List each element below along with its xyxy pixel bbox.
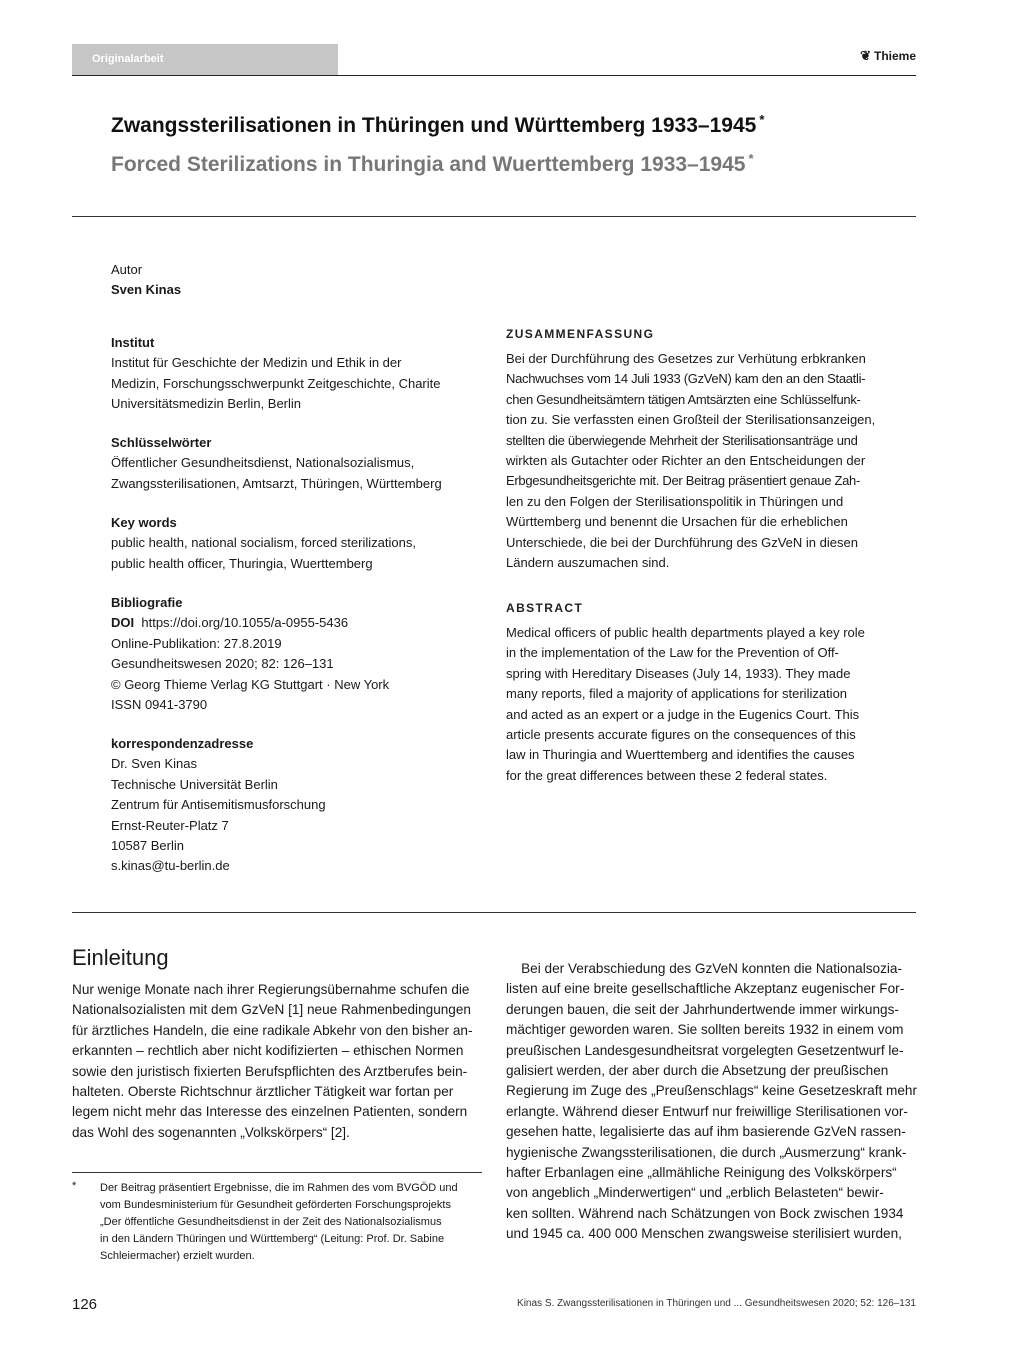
body-line: Regierung im Zuge des „Preußenschlags“ keine Gesetzeskraft mehr xyxy=(506,1083,918,1099)
page-number: 126 xyxy=(72,1296,98,1313)
footnote-line: in den Ländern Thüringen und Württemberg“ (Leitung: Prof. Dr. Sabine xyxy=(100,1233,445,1245)
title-divider xyxy=(72,216,916,217)
footnote-line: Der Beitrag präsentiert Ergebnisse, die im Rahmen des vom BVGÖD und xyxy=(100,1182,458,1194)
zusammenfassung-line: stellten die überwiegende Mehrheit der Sterilisationsanträge und xyxy=(506,432,858,448)
body-line: halteten. Oberste Richtschnur ärztlicher Tätigkeit war fortan per xyxy=(72,1084,454,1100)
footnote-rule xyxy=(72,1172,482,1173)
correspondence-line: 10587 Berlin xyxy=(111,838,184,854)
body-line: listen auf eine breite gesellschaftliche Akzeptanz eugenischer For- xyxy=(506,981,905,997)
body-line: hygienische Zwangssterilisationen, die durch „Ausmerzung“ krank- xyxy=(506,1144,907,1160)
correspondence-line: Ernst-Reuter-Platz 7 xyxy=(111,817,229,833)
body-line: sowie den juristisch fixierten Berufspflichten des Arztberufes bein- xyxy=(72,1063,468,1079)
doi-link[interactable]: https://doi.org/10.1055/a-0955-5436 xyxy=(141,615,349,631)
abstract-line: and acted as an expert or a judge in the Eugenics Court. This xyxy=(506,706,860,722)
body-line: Nationalsozialisten mit dem GzVeN [1] neue Rahmenbedingungen xyxy=(72,1002,471,1018)
body-line: mächtiger geworden waren. Sie sollten bereits 1932 in einem vom xyxy=(506,1022,904,1038)
keywords-de-label: Schlüsselwörter xyxy=(111,435,212,450)
abstract-line: article presents accurate figures on the consequences of this xyxy=(506,727,856,743)
correspondence-email[interactable]: s.kinas@tu-berlin.de xyxy=(111,858,230,874)
abstract-heading: ABSTRACT xyxy=(506,601,584,615)
institute-label: Institut xyxy=(111,335,155,350)
body-line: hafter Erbanlagen eine „allmähliche Reinigung des Volkskörpers“ xyxy=(506,1165,897,1181)
zusammenfassung-line: len zu den Folgen der Sterilisationspolitik in Thüringen und xyxy=(506,493,844,509)
title-footnote-marker-en[interactable]: * xyxy=(748,151,754,166)
keywords-en-line: public health officer, Thuringia, Wuerttemberg xyxy=(111,555,373,571)
keywords-en-label: Key words xyxy=(111,515,177,530)
bibliography-label: Bibliografie xyxy=(111,595,183,610)
zusammenfassung-line: Nachwuchses vom 14 Juli 1933 (GzVeN) kam den an den Staatli- xyxy=(506,371,866,387)
bibliography-line: ISSN 0941-3790 xyxy=(111,697,208,713)
article-title-english-text: Forced Sterilizations in Thuringia and Wuerttemberg 1933–1945 xyxy=(111,153,746,176)
body-line: erkannten – rechtlich aber nicht kodifizierten – ethischen Normen xyxy=(72,1043,464,1059)
institute-line: Institut für Geschichte der Medizin und Ethik in der xyxy=(111,355,402,371)
title-footnote-marker[interactable]: * xyxy=(759,112,765,127)
author-block xyxy=(111,260,481,301)
body-line: preußischen Landesgesundheitsrat vorgelegten Gesetzentwurf le- xyxy=(506,1042,904,1058)
body-line: von angeblich „Minderwertigen“ und „erblich Belasteten“ bewir- xyxy=(506,1185,884,1201)
zusammenfassung-line: Unterschiede, die bei der Durchführung des GzVeN in diesen xyxy=(506,534,858,550)
section-label: Originalarbeit xyxy=(72,44,338,75)
body-line: Nur wenige Monate nach ihrer Regierungsübernahme schufen die xyxy=(72,982,470,997)
section-divider xyxy=(72,912,916,913)
zusammenfassung-line: Ländern auszumachen sind. xyxy=(506,555,670,571)
footnote-line: „Der öffentliche Gesundheitsdienst in der Zeit des Nationalsozialismus xyxy=(100,1216,442,1228)
header-rule xyxy=(72,75,916,76)
body-line: legem nicht mehr das Interesse des einzelnen Patienten, sondern xyxy=(72,1104,468,1120)
article-title-german-text: Zwangssterilisationen in Thüringen und Württemberg 1933–1945 xyxy=(111,114,757,137)
body-line: erlangte. Während dieser Entwurf nur freiwillige Sterilisationen vor- xyxy=(506,1103,908,1119)
correspondence-line: Technische Universität Berlin xyxy=(111,776,278,792)
body-line: ken sollten. Während nach Schätzungen von Bock zwischen 1934 xyxy=(506,1205,904,1221)
keywords-de-line: Öffentlicher Gesundheitsdienst, Nationalsozialismus, xyxy=(111,455,415,471)
body-line: für ärztliches Handeln, die eine radikale Abkehr von den bisher an- xyxy=(72,1022,473,1038)
abstract-line: law in Thuringia and Wuerttemberg and identifies the causes xyxy=(506,747,855,763)
institute-block xyxy=(111,333,481,415)
zusammenfassung-line: Bei der Durchführung des Gesetzes zur Verhütung erbkranken xyxy=(506,351,866,366)
correspondence-line: Dr. Sven Kinas xyxy=(111,756,197,772)
abstract-line: in the implementation of the Law for the Prevention of Off- xyxy=(506,645,839,661)
introduction-heading: Einleitung xyxy=(72,945,169,970)
footnote-line: Schleiermacher) erzielt wurden. xyxy=(100,1250,255,1262)
zusammenfassung-line: chen Gesundheitsämtern tätigen Amtsärzten eine Schlüsselfunk- xyxy=(506,391,861,407)
footnote-line: vom Bundesministerium für Gesundheit geförderten Forschungsprojekts xyxy=(100,1199,451,1211)
zusammenfassung-line: Erbgesundheitsgerichte mit. Der Beitrag präsentiert genaue Zah- xyxy=(506,473,860,489)
footnote-marker: * xyxy=(72,1180,77,1192)
doi-line xyxy=(111,613,481,633)
body-line: das Wohl des sogenannten „Volkskörpers“ [2]. xyxy=(72,1124,350,1140)
doi-label: DOI xyxy=(111,615,135,631)
thieme-logo-icon: ❦ xyxy=(860,48,871,63)
body-line: gesehen hatte, legalisierte das auf ihm basierende GzVeN rassen- xyxy=(506,1124,906,1140)
keywords-de-block xyxy=(111,433,481,494)
zusammenfassung-block xyxy=(506,327,879,573)
author-label: Autor xyxy=(111,262,143,277)
publisher-name: Thieme xyxy=(873,49,916,63)
introduction-left-column xyxy=(72,980,482,1143)
publisher-logo xyxy=(860,48,916,64)
keywords-en-block xyxy=(111,513,481,574)
abstract-line: Medical officers of public health departments played a key role xyxy=(506,625,865,640)
institute-line: Universitätsmedizin Berlin, Berlin xyxy=(111,396,302,412)
correspondence-label: korrespondenzadresse xyxy=(111,736,254,751)
article-title-english xyxy=(111,153,901,177)
body-line: und 1945 ca. 400 000 Menschen zwangsweise sterilisiert wurden, xyxy=(506,1226,902,1242)
author-name: Sven Kinas xyxy=(111,282,182,298)
keywords-de-line: Zwangssterilisationen, Amtsarzt, Thüringen, Württemberg xyxy=(111,475,442,491)
footnote xyxy=(100,1180,482,1265)
body-line: derungen bauen, die seit der Jahrhundertwende immer wirkungs- xyxy=(506,1001,899,1017)
introduction-right-column xyxy=(506,959,916,1245)
zusammenfassung-line: tion zu. Sie verfassten einen Großteil der Sterilisationsanzeigen, xyxy=(506,412,876,428)
zusammenfassung-heading: ZUSAMMENFASSUNG xyxy=(506,327,655,341)
bibliography-line: © Georg Thieme Verlag KG Stuttgart · New York xyxy=(111,676,390,692)
running-footer: Kinas S. Zwangssterilisationen in Thüringen und ... Gesundheitswesen 2020; 52: 126–131 xyxy=(517,1298,916,1309)
bibliography-line: Online-Publikation: 27.8.2019 xyxy=(111,635,282,651)
zusammenfassung-line: wirkten als Gutachter oder Richter an den Entscheidungen der xyxy=(506,453,866,469)
zusammenfassung-line: Württemberg und benennt die Ursachen für die erheblichen xyxy=(506,514,848,530)
correspondence-block xyxy=(111,734,481,877)
bibliography-block xyxy=(111,593,481,715)
body-line: Bei der Verabschiedung des GzVeN konnten die Nationalsozia- xyxy=(506,961,902,976)
abstract-line: many reports, filed a majority of applications for sterilization xyxy=(506,686,848,702)
body-line: galisiert werden, der aber durch die Absetzung der preußischen xyxy=(506,1063,889,1079)
abstract-block xyxy=(506,601,879,786)
article-title-german xyxy=(111,114,901,138)
correspondence-line: Zentrum für Antisemitismusforschung xyxy=(111,797,326,813)
abstract-line: for the great differences between these 2 federal states. xyxy=(506,767,828,783)
bibliography-line: Gesundheitswesen 2020; 82: 126–131 xyxy=(111,656,334,672)
keywords-en-line: public health, national socialism, forced sterilizations, xyxy=(111,535,416,551)
institute-line: Medizin, Forschungsschwerpunkt Zeitgeschichte, Charite xyxy=(111,375,441,391)
abstract-line: spring with Hereditary Diseases (July 14, 1933). They made xyxy=(506,665,851,681)
